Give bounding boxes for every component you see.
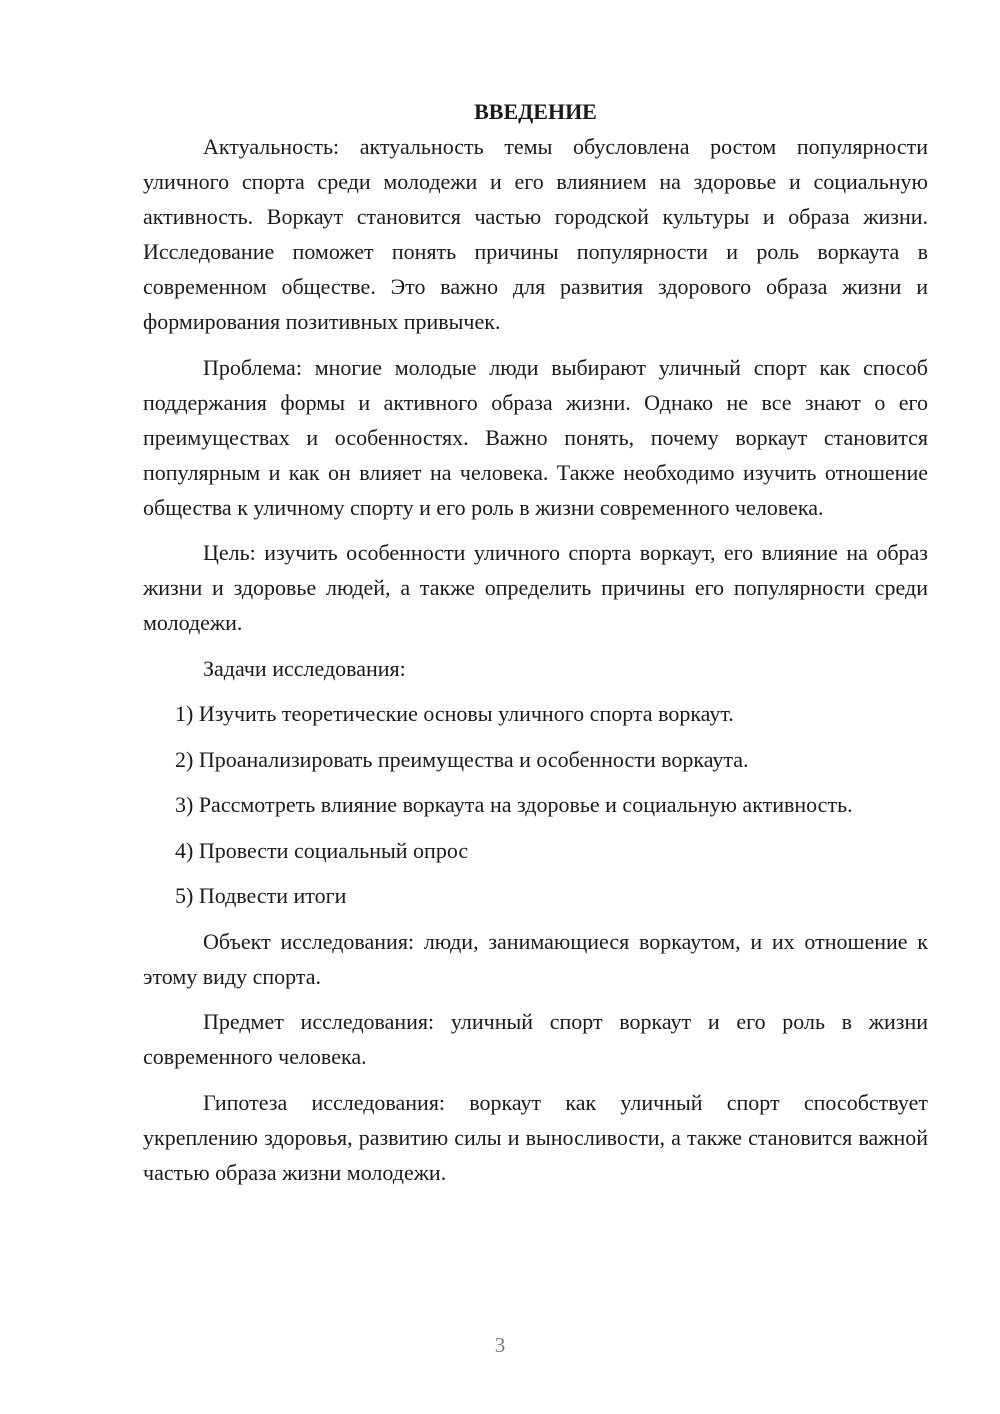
page-number: 3	[494, 1333, 506, 1357]
subject-paragraph: Предмет исследования: уличный спорт воркаут и его роль в жизни современного человека.	[143, 1009, 928, 1069]
task-item-3: 3) Рассмотреть влияние воркаута на здоровье и социальную активность.	[175, 792, 853, 817]
relevance-paragraph: Актуальность: актуальность темы обусловлена ростом популярности уличного спорта среди молодежи и его влиянием на здоровье и социальную активность. Воркаут становится частью городской культуры и образа жизни. Исследование поможет понять причины популярности и роль воркаута в современном обществе. Это важно для развития здорового образа жизни и формирования позитивных привычек.	[143, 134, 928, 334]
problem-paragraph: Проблема: многие молодые люди выбирают уличный спорт как способ поддержания формы и активного образа жизни. Однако не все знают о его преимуществах и особенностях. Важно понять, почему воркаут становится популярным и как он влияет на человека. Также необходимо изучить отношение общества к уличному спорту и его роль в жизни современного человека.	[143, 354, 928, 520]
tasks-title: Задачи исследования:	[203, 655, 406, 681]
task-item-2: 2) Проанализировать преимущества и особенности воркаута.	[175, 746, 749, 772]
goal-paragraph: Цель: изучить особенности уличного спорта воркаут, его влияние на образ жизни и здоровье людей, а также определить причины его популярности среди молодежи.	[143, 540, 928, 635]
section-heading: ВВЕДЕНИЕ	[474, 99, 597, 124]
object-paragraph: Объект исследования: люди, занимающиеся воркаутом, и их отношение к этому виду спорта.	[143, 928, 928, 989]
hypothesis-paragraph: Гипотеза исследования: воркаут как уличный спорт способствует укреплению здоровья, развитию силы и выносливости, а также становится важной частью образа жизни молодежи.	[143, 1089, 928, 1185]
task-item-5: 5) Подвести итоги	[175, 883, 347, 908]
document-page	[143, 94, 928, 1200]
task-item-4: 4) Провести социальный опрос	[175, 837, 469, 863]
task-item-1: 1) Изучить теоретические основы уличного спорта воркаут.	[175, 701, 734, 726]
